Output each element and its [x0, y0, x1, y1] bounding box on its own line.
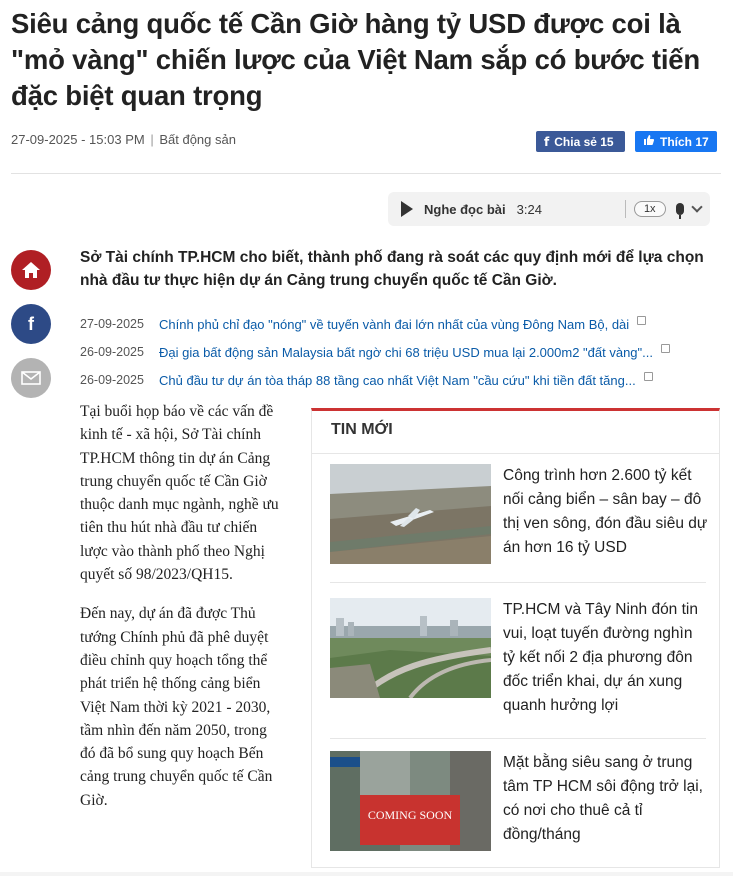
mail-icon: [21, 371, 41, 385]
share-label: Chia sẻ 15: [554, 134, 614, 149]
like-label: Thích 17: [660, 134, 709, 149]
home-icon: [21, 261, 41, 279]
play-icon[interactable]: [401, 201, 413, 217]
thumbs-up-icon: [643, 134, 655, 149]
article-title: Siêu cảng quốc tế Cần Giờ hàng tỷ USD được coi là "mỏ vàng" chiến lược của Việt Nam sắp có bước tiến đặc biệt quan trọng: [11, 8, 700, 111]
facebook-icon: f: [544, 134, 550, 149]
news-title[interactable]: TP.HCM và Tây Ninh đón tin vui, loạt tuyến đường nghìn tỷ kết nối 2 địa phương đôn đốc triển khai, dự án xung quanh hưởng lợi: [503, 601, 698, 714]
meta-separator: |: [150, 132, 154, 147]
external-link-icon: [661, 344, 670, 353]
article-body: [80, 400, 280, 828]
related-date: 27-09-2025: [80, 317, 144, 331]
audio-duration: 3:24: [516, 201, 542, 217]
speed-button[interactable]: 1x: [634, 201, 666, 217]
header-divider: [312, 453, 719, 454]
microphone-icon[interactable]: [676, 203, 684, 215]
related-link[interactable]: Chính phủ chỉ đạo "nóng" về tuyến vành đai lớn nhất của vùng Đông Nam Bộ, dài: [159, 316, 630, 332]
related-link[interactable]: Chủ đầu tư dự án tòa tháp 88 tầng cao nhất Việt Nam "cầu cứu" khi tiền đất tăng...: [159, 372, 636, 388]
news-title[interactable]: Công trình hơn 2.600 tỷ kết nối cảng biển – sân bay – đô thị ven sông, đón đầu siêu dự án hơn 16 tỷ USD: [503, 467, 708, 556]
latest-news-header: TIN MỚI: [331, 421, 393, 438]
mail-button[interactable]: [11, 358, 51, 398]
related-date: 26-09-2025: [80, 373, 144, 387]
related-item[interactable]: [80, 366, 720, 394]
article-lead: Sở Tài chính TP.HCM cho biết, thành phố đang rà soát các quy định mới để lựa chọn nhà đầu tư thực hiện dự án Cảng trung chuyển quốc tế Cần Giờ.: [80, 249, 704, 289]
article-datetime: 27-09-2025 - 15:03 PM: [11, 132, 145, 147]
external-link-icon: [644, 372, 653, 381]
related-item[interactable]: [80, 338, 720, 366]
home-button[interactable]: [11, 250, 51, 290]
latest-news-box: [311, 408, 720, 868]
facebook-button[interactable]: [11, 304, 51, 344]
audio-player: [388, 192, 710, 226]
news-thumbnail[interactable]: [330, 598, 491, 698]
related-link[interactable]: Đại gia bất động sản Malaysia bất ngờ chi 68 triệu USD mua lại 2.000m2 "đất vàng"...: [159, 344, 653, 360]
header-divider: [11, 173, 721, 174]
news-thumbnail[interactable]: [330, 464, 491, 564]
article-meta: [11, 132, 236, 147]
facebook-share-button[interactable]: [536, 131, 625, 152]
news-title[interactable]: Mặt bằng siêu sang ở trung tâm TP HCM sôi động trở lại, có nơi cho thuê cả tỉ đồng/tháng: [503, 754, 703, 843]
news-thumbnail[interactable]: [330, 751, 491, 851]
facebook-like-button[interactable]: [635, 131, 717, 152]
coming-soon-sign: COMING SOON: [367, 808, 453, 822]
audio-label: Nghe đọc bài: [424, 201, 506, 217]
audio-divider: [625, 200, 626, 218]
related-item[interactable]: [80, 310, 720, 338]
body-paragraph: Tại buổi họp báo về các vấn đề kinh tế - xã hội, Sở Tài chính TP.HCM thông tin dự án Cảng trung chuyển quốc tế Cần Giờ thuộc danh mục ngành, nghề ưu tiên thu hút nhà đầu tư chiến lược vào thành phố theo Nghị quyết số 98/2023/QH15.: [80, 403, 279, 584]
article-category[interactable]: Bất động sản: [159, 132, 236, 147]
news-divider: [330, 738, 706, 739]
related-list: [80, 310, 720, 394]
page-bottom-edge: [0, 872, 733, 876]
related-date: 26-09-2025: [80, 345, 144, 359]
news-divider: [330, 582, 706, 583]
chevron-down-icon[interactable]: [691, 201, 702, 212]
facebook-icon: f: [28, 313, 34, 334]
external-link-icon: [637, 316, 646, 325]
body-paragraph: Đến nay, dự án đã được Thủ tướng Chính phủ đã phê duyệt điều chỉnh quy hoạch tổng thể phát triển hệ thống cảng biển Việt Nam thời kỳ 2021 - 2030, tầm nhìn đến năm 2050, trong đó đã bổ sung quy hoạch Bến cảng trung chuyển quốc tế Cần Giờ.: [80, 605, 273, 809]
